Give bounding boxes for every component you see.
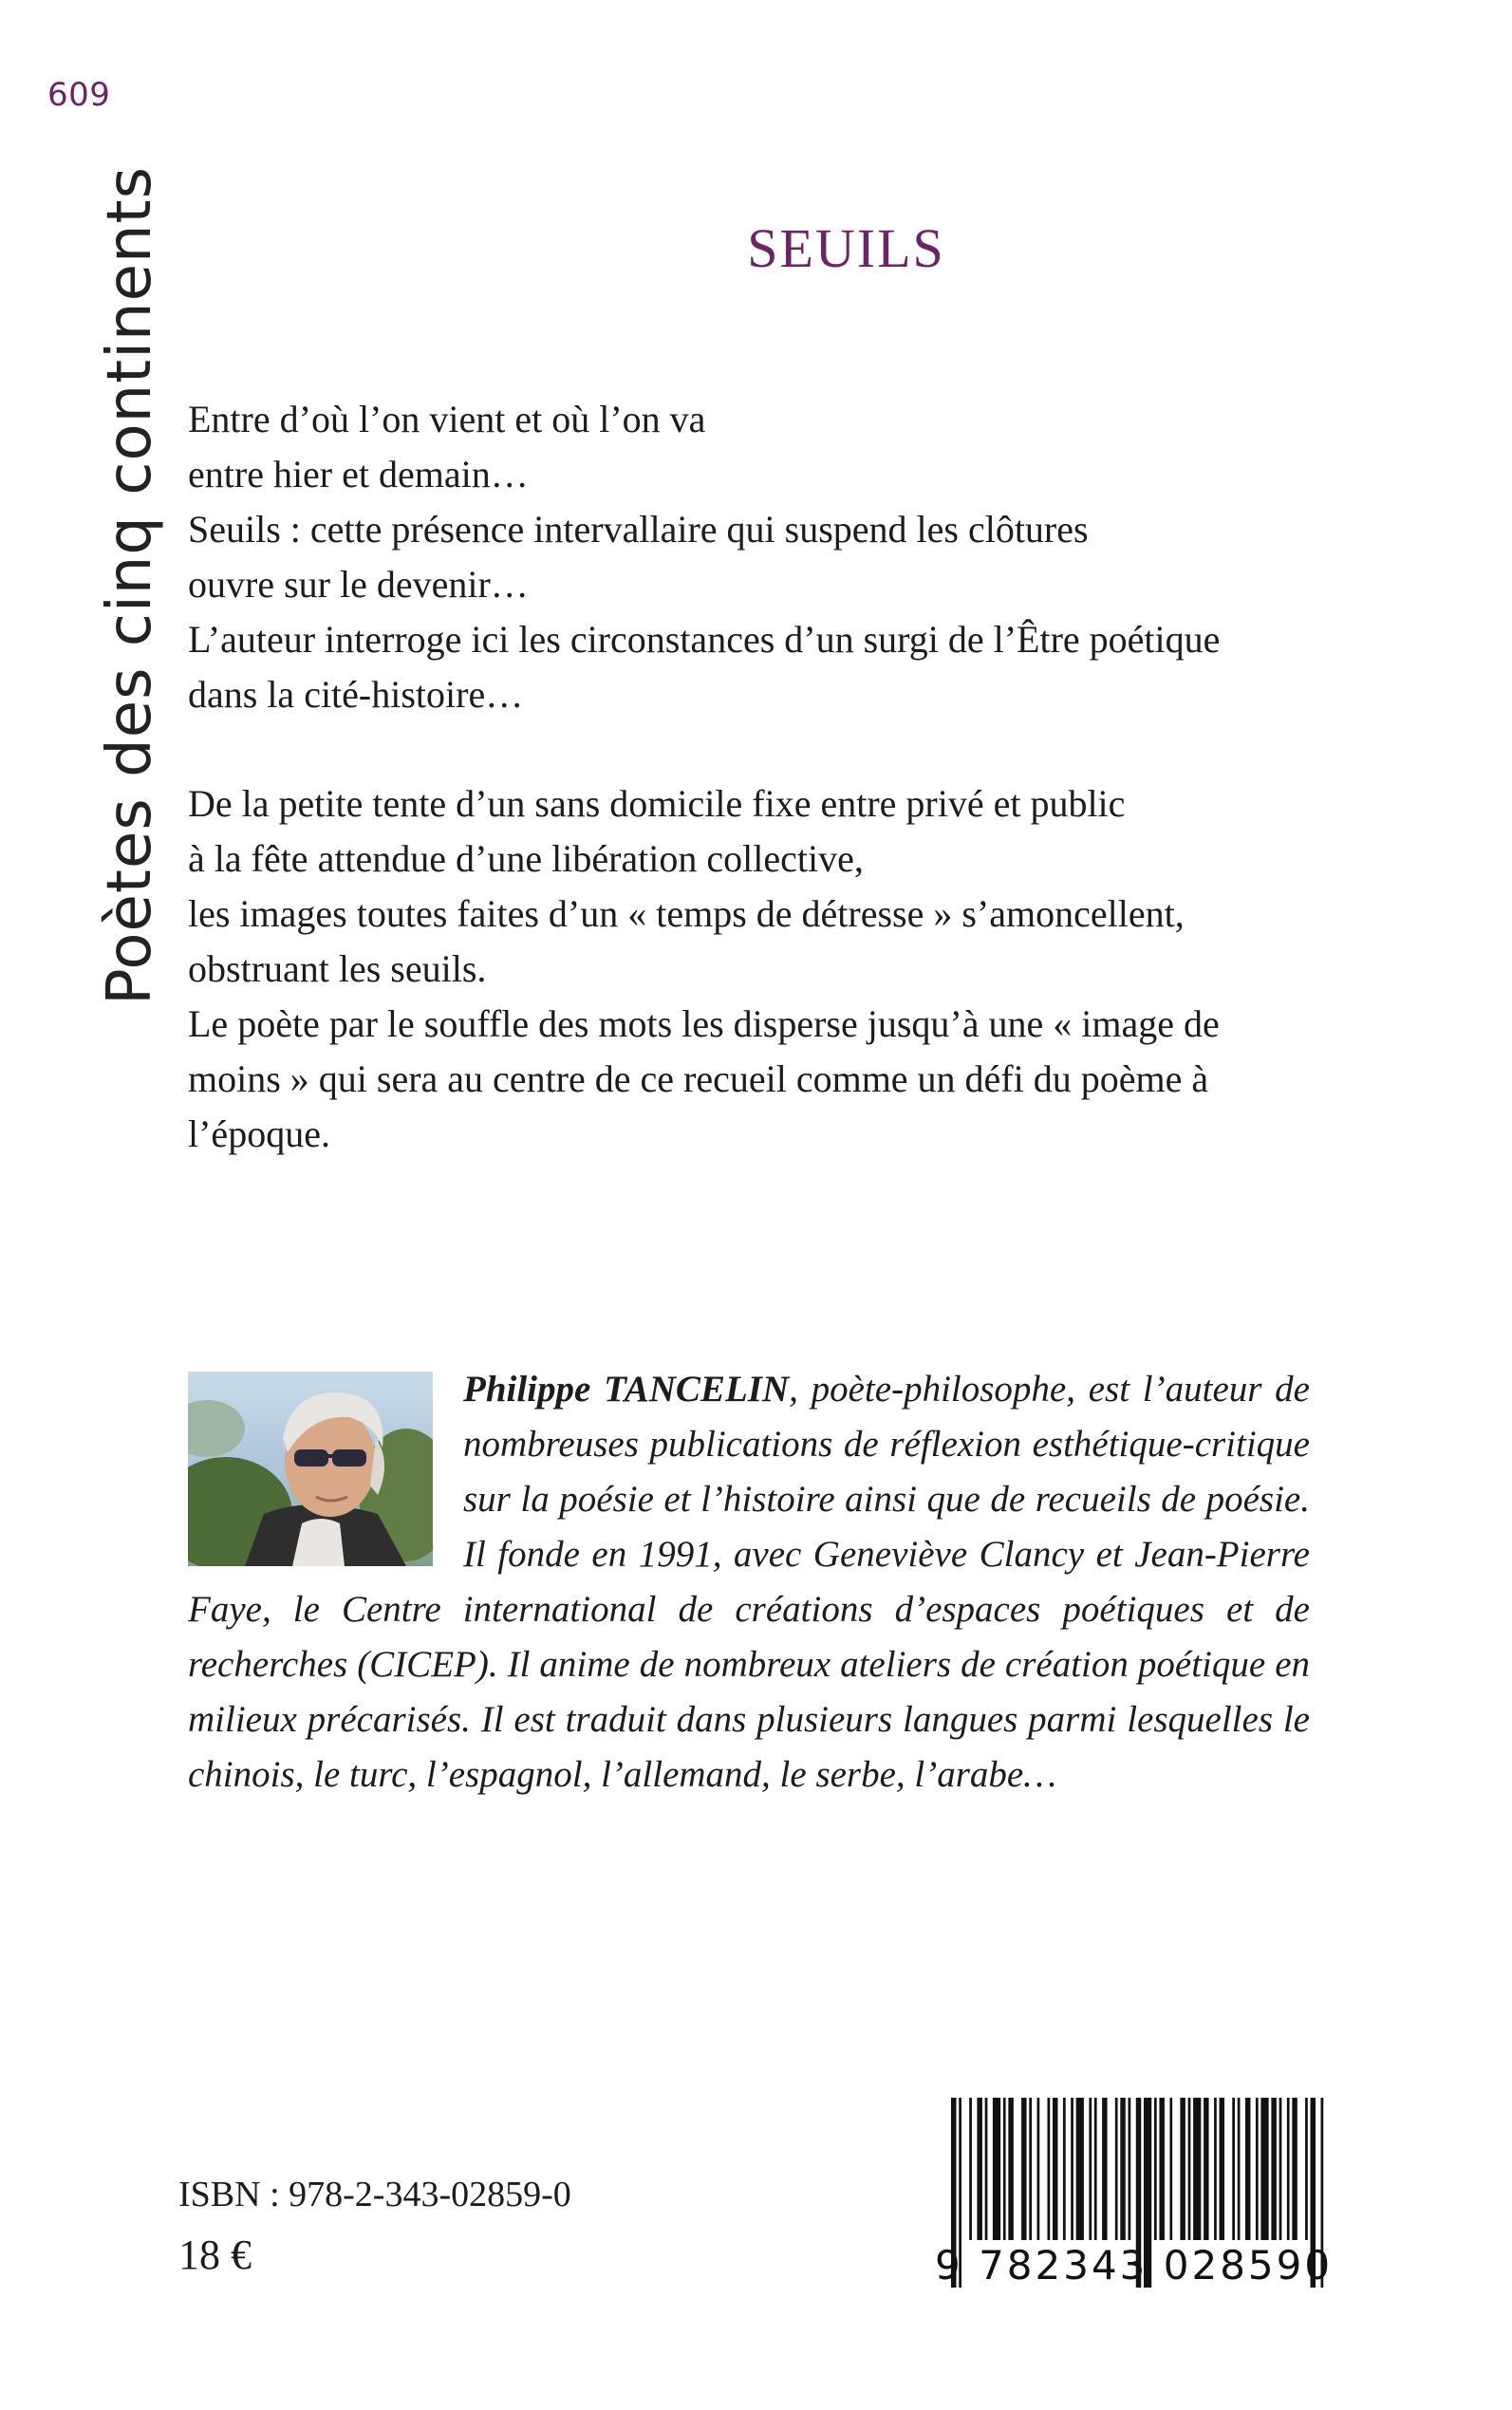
barcode-bar [1037, 2098, 1040, 2240]
blurb-line: à la fête attendue d’une libération collective, [188, 837, 864, 880]
blurb-paragraph-2 [188, 776, 1336, 1162]
blurb-line: De la petite tente d’un sans domicile fixe entre privé et public [188, 782, 1126, 825]
barcode-bar [1076, 2098, 1084, 2240]
blurb-line: moins » qui sera au centre de ce recueil comme un défi du poème à [188, 1057, 1209, 1100]
barcode-bar [1053, 2098, 1057, 2240]
barcode-bar [1193, 2098, 1201, 2240]
barcode-bar [1188, 2098, 1191, 2240]
blurb-line: Le poète par le souffle des mots les disperse jusqu’à une « image de [188, 1002, 1220, 1045]
barcode-bar [1245, 2098, 1250, 2240]
barcode-bar [1047, 2098, 1050, 2240]
barcode-bar [1204, 2098, 1208, 2240]
barcode-bar [1169, 2098, 1172, 2240]
author-bio [188, 1362, 1310, 1803]
barcode-bar [1287, 2098, 1290, 2240]
barcode-bar [1220, 2098, 1224, 2240]
barcode-bar [1120, 2098, 1125, 2240]
barcode-bar [1292, 2098, 1297, 2240]
blurb-line: Entre d’où l’on vient et où l’on va [188, 398, 706, 440]
blurb-line: les images toutes faites d’un « temps de détresse » s’amoncellent, [188, 892, 1185, 935]
blurb-line: obstruant les seuils. [188, 947, 487, 990]
barcode-bar [985, 2098, 988, 2240]
barcode-bar [1159, 2098, 1164, 2240]
book-title: SEUILS [747, 217, 945, 279]
blurb-line: dans la cité-histoire… [188, 673, 524, 716]
series-name: Poètes des cinq continents [95, 166, 165, 1005]
photo-spacer [188, 1362, 463, 1569]
barcode-bar [1154, 2098, 1157, 2240]
barcode-bar [1115, 2098, 1118, 2240]
blurb-line: l’époque. [188, 1112, 330, 1155]
barcode-bar [1305, 2098, 1308, 2240]
barcode-bar [1003, 2098, 1006, 2240]
author-name: Philippe TANCELIN [463, 1369, 790, 1410]
barcode-bar [1214, 2098, 1217, 2240]
author-bio-text: , poète-philosophe, est l’auteur de nombreuses publications de réflexion esthétique-critique sur la poésie et l’histoire ainsi que de recueils de poésie. Il fonde en 1991, avec Geneviève Clancy et Jean-Pierre Faye, le Centre international de créations d’espaces poétiques et de recherches (CICEP). Il anime de nombreux ateliers de création poétique en milieux précarisés. Il est traduit dans plusieurs langues parmi lesquelles le chinois, le turc, l’espagnol, l’allemand, le serbe, l’arabe… [188, 1369, 1310, 1795]
barcode-bar [1271, 2098, 1276, 2240]
barcode-bar [977, 2098, 981, 2240]
barcode-bar [1063, 2098, 1066, 2240]
barcode-bar [1260, 2098, 1268, 2240]
barcode-bar [1238, 2098, 1241, 2240]
price: 18 € [178, 2232, 252, 2278]
blurb-line: Seuils : cette présence intervallaire qui suspend les clôtures [188, 508, 1089, 551]
blurb-line: ouvre sur le devenir… [188, 563, 529, 606]
barcode-bar [1071, 2098, 1073, 2240]
blurb-line: entre hier et demain… [188, 453, 529, 495]
barcode-bar [1256, 2098, 1259, 2240]
barcode-bar [1089, 2098, 1092, 2240]
blurb-paragraph-1 [188, 392, 1336, 722]
barcode-bar [1029, 2098, 1032, 2240]
barcode-bar [1180, 2098, 1185, 2240]
series-number: 609 [47, 76, 111, 114]
isbn: ISBN : 978-2-343-02859-0 [178, 2175, 571, 2214]
barcode-bar [1008, 2098, 1013, 2240]
barcode-bar [1094, 2098, 1097, 2240]
barcode-digits: 9 782343 028590 [935, 2242, 1334, 2289]
barcode-bar [1102, 2098, 1107, 2240]
barcode-bar [1129, 2098, 1131, 2240]
barcode-bar [993, 2098, 1000, 2240]
barcode-bar [1232, 2098, 1235, 2240]
blurb-line: L’auteur interroge ici les circonstances d’un surgi de l’Être poétique [188, 618, 1221, 661]
barcode-bar [1279, 2098, 1282, 2240]
barcode-bar [1021, 2098, 1026, 2240]
barcode-bar [969, 2098, 972, 2240]
